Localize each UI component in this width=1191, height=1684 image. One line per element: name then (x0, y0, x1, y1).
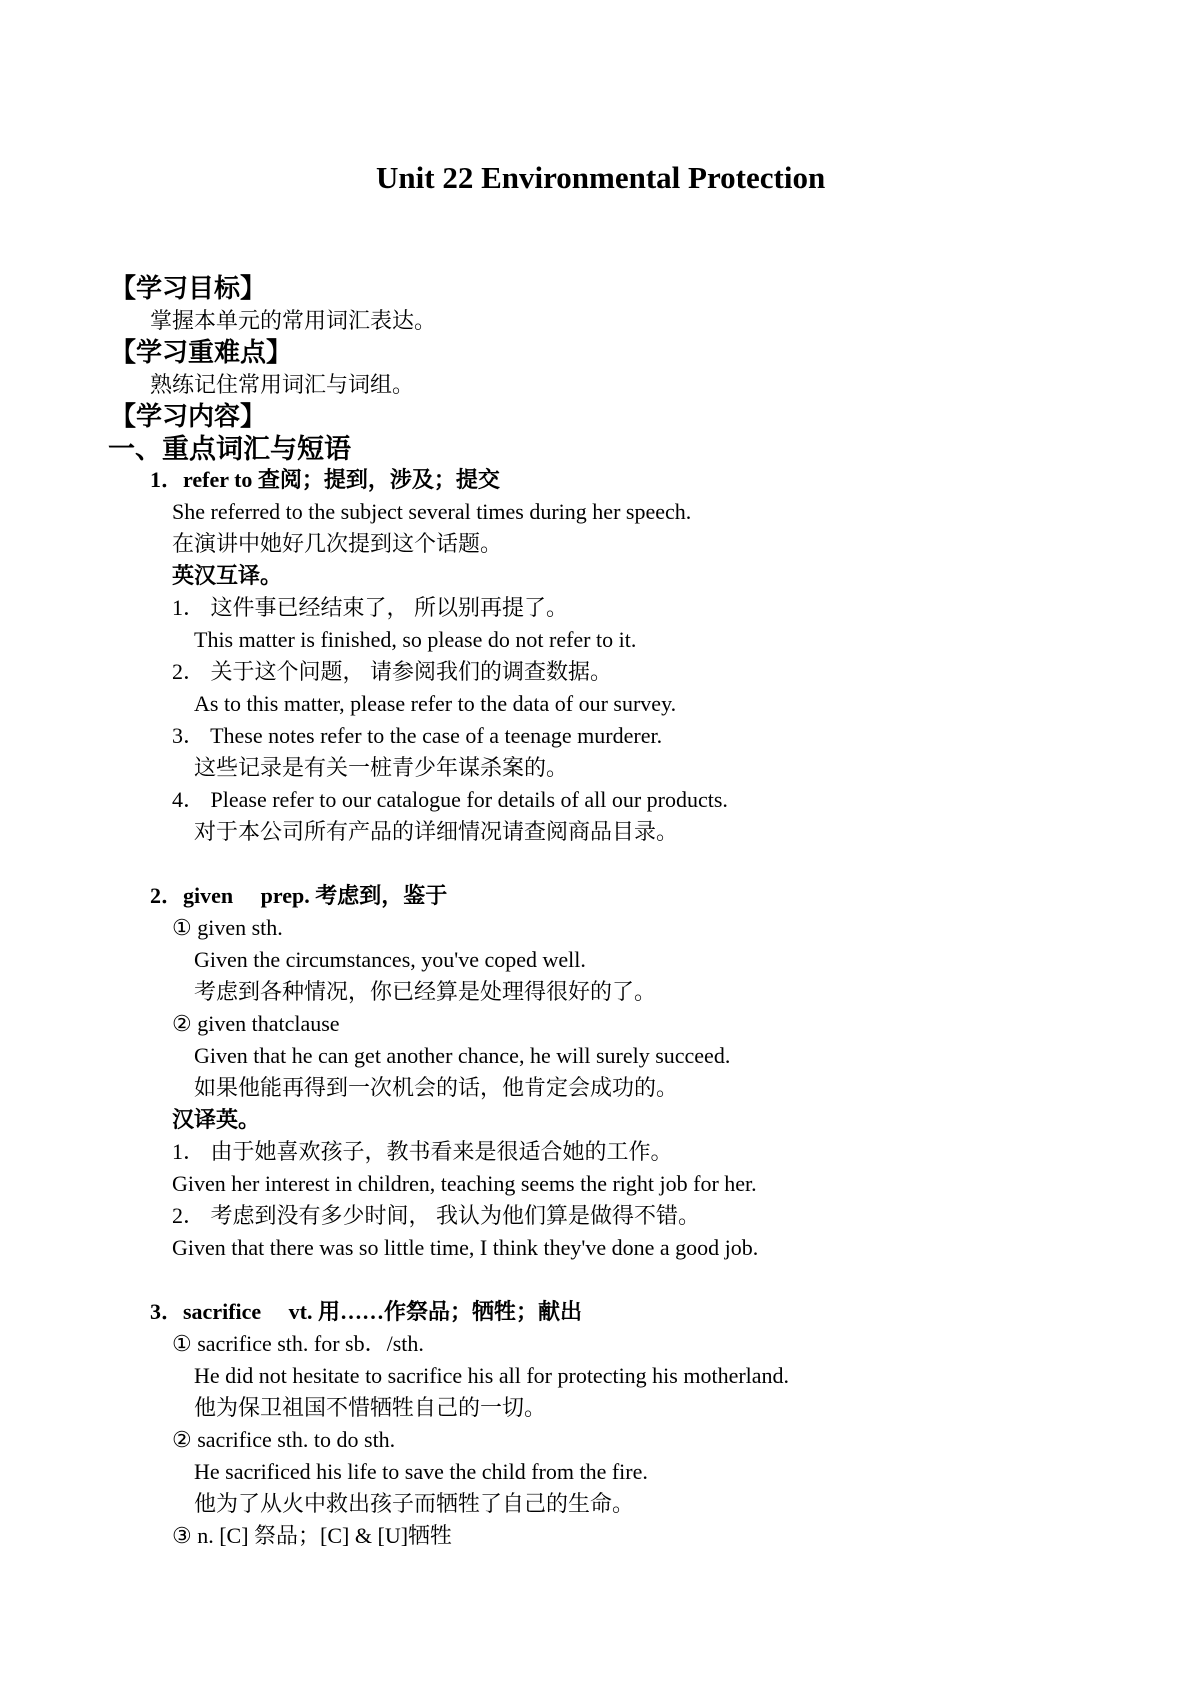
item2-usage2-zh: 如果他能再得到一次机会的话，他肯定会成功的。 (194, 1075, 679, 1100)
item1-example-en: She referred to the subject several times during her speech. (172, 499, 692, 524)
item2-usage1-en: Given the circumstances, you've coped well. (194, 947, 586, 972)
section-heading: 一、重点词汇与短语 (108, 434, 351, 464)
item3-usage2-en: He sacrificed his life to save the child from the fire. (194, 1459, 648, 1484)
objectives-heading: 【学习目标】 (110, 274, 267, 303)
item1-exercise-q2: 2． 关于这个问题， 请参阅我们的调查数据。 (172, 659, 613, 684)
objectives-text: 掌握本单元的常用词汇表达。 (150, 308, 437, 333)
item3-usage1: ① sacrifice sth. for sb．/sth. (172, 1331, 424, 1356)
item3-usage2: ② sacrifice sth. to do sth. (172, 1427, 396, 1452)
item2-exercise-label: 汉译英。 (172, 1107, 261, 1132)
item3-usage2-zh: 他为了从火中救出孩子而牺牲了自己的生命。 (194, 1491, 635, 1516)
item1-exercise-a4: 对于本公司所有产品的详细情况请查阅商品目录。 (194, 819, 679, 844)
key-points-heading: 【学习重难点】 (110, 338, 293, 367)
item1-exercise-a3: 这些记录是有关一桩青少年谋杀案的。 (194, 755, 569, 780)
item3-usage1-en: He did not hesitate to sacrifice his all for protecting his motherland. (194, 1363, 790, 1388)
item1-exercise-q1: 1． 这件事已经结束了， 所以别再提了。 (172, 595, 569, 620)
item2-usage2: ② given thatclause (172, 1011, 340, 1036)
key-points-text: 熟练记住常用词汇与词组。 (150, 372, 415, 397)
item1-header: 1．refer to 查阅；提到，涉及；提交 (150, 467, 500, 492)
page-title: Unit 22 Environmental Protection (376, 160, 826, 195)
item2-usage1-zh: 考虑到各种情况，你已经算是处理得很好的了。 (194, 979, 657, 1004)
item2-exercise-q2: 2． 考虑到没有多少时间， 我认为他们算是做得不错。 (172, 1203, 701, 1228)
item2-usage1: ① given sth. (172, 915, 283, 940)
content-heading: 【学习内容】 (110, 402, 267, 431)
item1-exercise-label: 英汉互译。 (172, 563, 283, 588)
item1-exercise-a2: As to this matter, please refer to the data of our survey. (194, 691, 677, 716)
item1-exercise-q4: 4． Please refer to our catalogue for details of all our products. (172, 787, 728, 812)
item2-exercise-a2: Given that there was so little time, I think they've done a good job. (172, 1235, 759, 1260)
item2-exercise-a1: Given her interest in children, teaching seems the right job for her. (172, 1171, 757, 1196)
item1-exercise-q3: 3． These notes refer to the case of a teenage murderer. (172, 723, 663, 748)
item1-exercise-a1: This matter is finished, so please do not refer to it. (194, 627, 637, 652)
item1-example-zh: 在演讲中她好几次提到这个话题。 (172, 531, 503, 556)
item2-exercise-q1: 1． 由于她喜欢孩子，教书看来是很适合她的工作。 (172, 1139, 673, 1164)
item3-usage3: ③ n. [C] 祭品；[C] & [U]牺牲 (172, 1523, 453, 1548)
item3-header: 3．sacrifice vt. 用……作祭品；牺牲；献出 (150, 1299, 582, 1324)
item2-usage2-en: Given that he can get another chance, he will surely succeed. (194, 1043, 731, 1068)
item3-usage1-zh: 他为保卫祖国不惜牺牲自己的一切。 (194, 1395, 547, 1420)
item2-header: 2．given prep. 考虑到，鉴于 (150, 883, 448, 908)
